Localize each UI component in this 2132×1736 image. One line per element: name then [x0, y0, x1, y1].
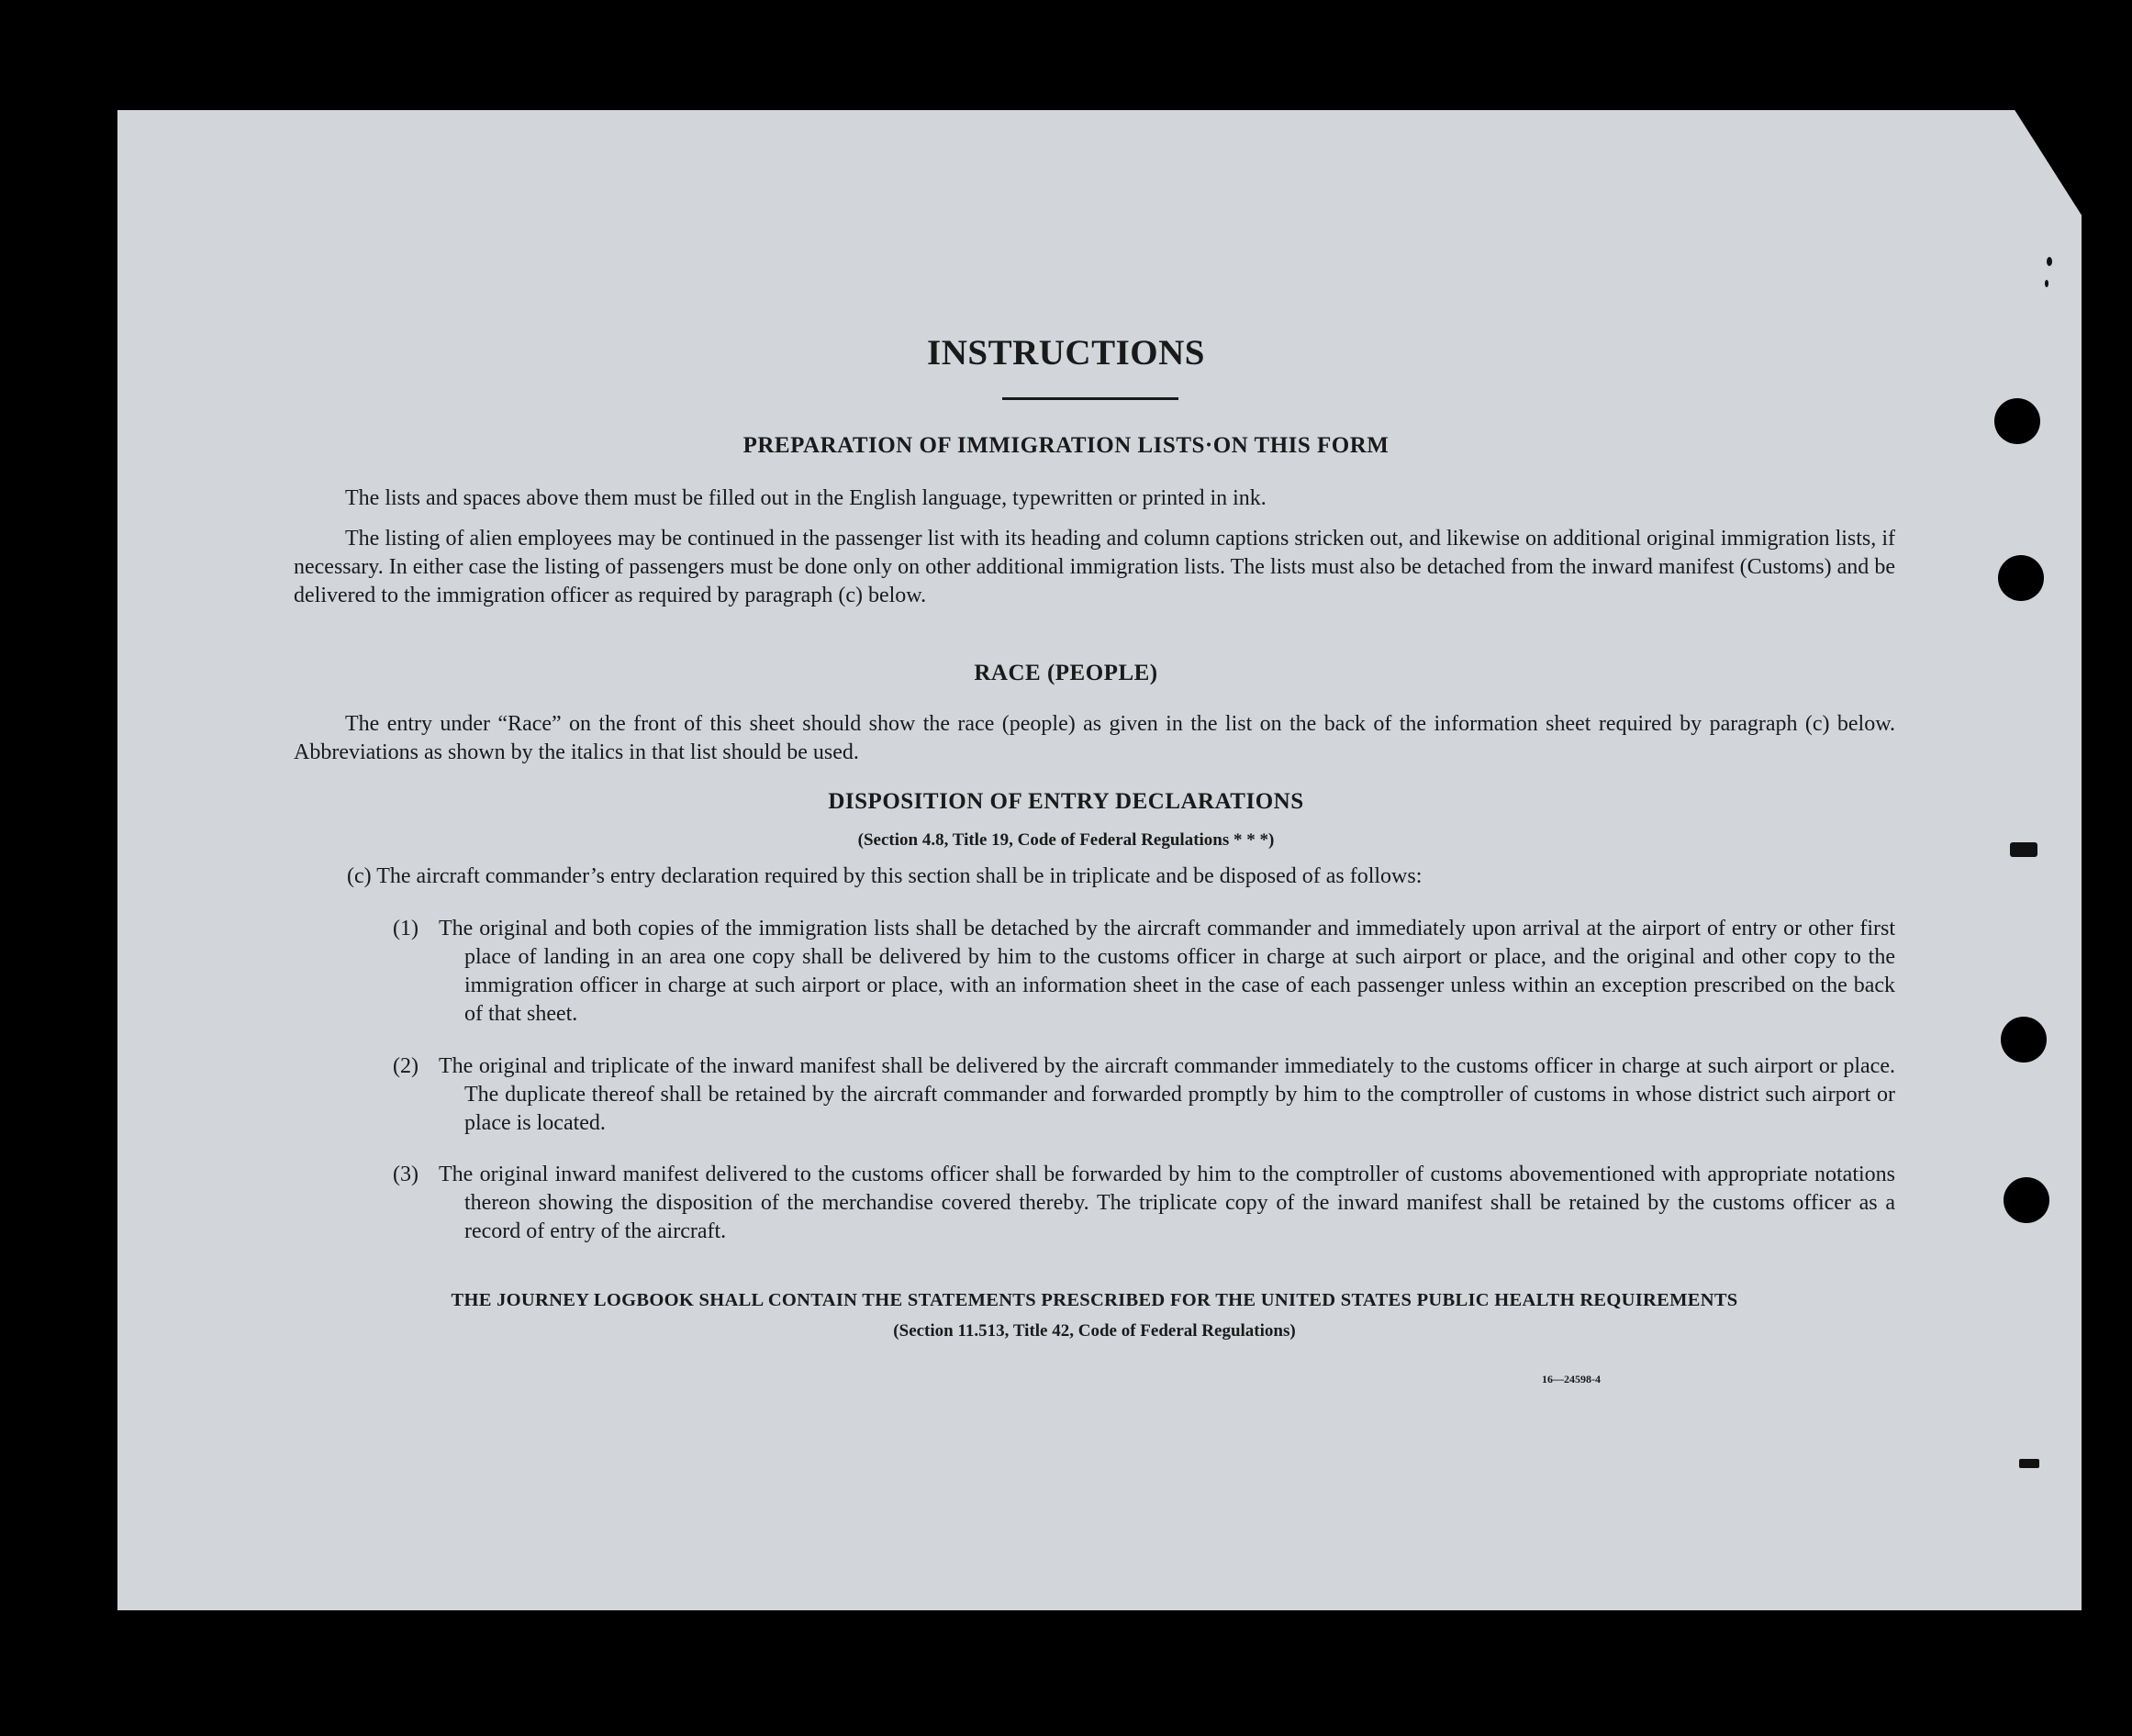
- page-title: INSTRUCTIONS: [927, 333, 1205, 373]
- paragraph-preparation-1: The lists and spaces above them must be filled out in the English language, typewritten or printed in ink.: [345, 486, 1267, 510]
- paragraph-preparation-2: The listing of alien employees may be continued in the passenger list with its heading and column captions stricken out, and likewise on additional original immigration lists, if necessary. In either case the listing of passengers must be done only on other additional immigration lists. The lists must also be detached from the inward manifest (Customs) and be delivered to the immigration officer as required by paragraph (c) below.: [294, 527, 1895, 607]
- punch-hole: [2004, 1177, 2049, 1223]
- edge-mark: [2019, 1459, 2039, 1468]
- list-item: [393, 1052, 1895, 1138]
- list-item-number: (2): [393, 1054, 419, 1078]
- form-number: 16—24598-4: [1542, 1373, 1601, 1385]
- section-citation-disposition: (Section 4.8, Title 19, Code of Federal Regulations * * *): [857, 830, 1275, 850]
- list-item-text: The original and triplicate of the inward manifest shall be delivered by the aircraft commander immediately to the customs officer in charge at such airport or place. The duplicate thereof shall be retained by the aircraft commander and forwarded promptly by him to the comptroller of customs in whose district such airport or place is located.: [439, 1054, 1895, 1135]
- title-underline: [1002, 397, 1178, 400]
- section-heading-preparation: PREPARATION OF IMMIGRATION LISTS·ON THIS FORM: [742, 433, 1390, 458]
- paragraph-race: The entry under “Race” on the front of this sheet should show the race (people) as given in the list on the back of the information sheet required by paragraph (c) below. Abbreviations as shown by the italics in that list should be used.: [294, 712, 1895, 764]
- list-item: [393, 1161, 1895, 1246]
- punch-hole: [1998, 555, 2044, 601]
- list-item-number: (3): [393, 1163, 419, 1186]
- edge-mark: [2045, 280, 2048, 287]
- list-item-text: The original and both copies of the immigration lists shall be detached by the aircraft commander and immediately upon arrival at the airport of entry or other first place of landing in an area one copy shall be delivered by him to the customs officer in charge at such airport or place, and the original and other copy to the immigration officer in charge at such airport or place, with an information sheet in the case of each passenger unless within an exception prescribed on the back of that sheet.: [439, 917, 1895, 1026]
- section-heading-disposition: DISPOSITION OF ENTRY DECLARATIONS: [828, 789, 1304, 814]
- list-item-text: The original inward manifest delivered to the customs officer shall be forwarded by him to the comptroller of customs abovementioned with appropriate notations thereon showing the disposition of the merchandise covered thereby. The triplicate copy of the inward manifest shall be retained by the customs officer as a record of entry of the aircraft.: [439, 1163, 1895, 1243]
- edge-mark: [2047, 257, 2052, 266]
- footer-citation: (Section 11.513, Title 42, Code of Federal Regulations): [893, 1321, 1296, 1341]
- footer-statement: THE JOURNEY LOGBOOK SHALL CONTAIN THE STATEMENTS PRESCRIBED FOR THE UNITED STATES PUBLIC HEALTH REQUIREMENTS: [451, 1290, 1738, 1310]
- section-heading-race: RACE (PEOPLE): [974, 661, 1158, 685]
- punch-hole: [2001, 1017, 2047, 1063]
- paragraph-disposition-intro: (c) The aircraft commander’s entry declaration required by this section shall be in triplicate and be disposed of as follows:: [347, 864, 1423, 888]
- list-item-number: (1): [393, 917, 419, 940]
- list-item: [393, 915, 1895, 1029]
